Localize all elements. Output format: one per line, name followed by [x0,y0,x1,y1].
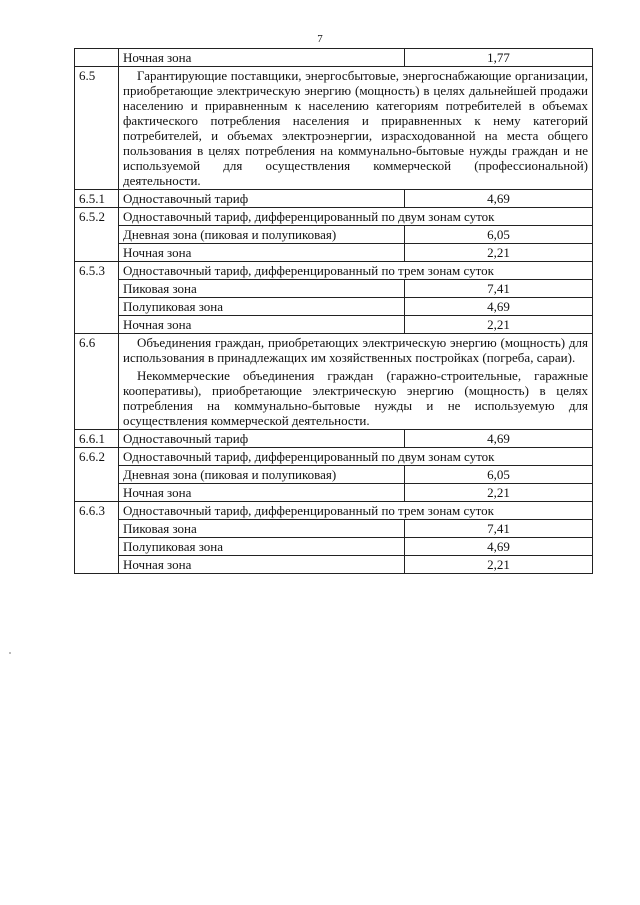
section-text: Объединения граждан, приобретающих электрическую энергию (мощность) для использования в принадлежащих им хозяйственных постройках (погреба, сараи). [123,335,588,365]
table-row [75,316,593,334]
row-number: 6.5.1 [75,190,119,208]
table-row [75,262,593,280]
table-row [75,466,593,484]
row-label: Ночная зона [119,244,405,262]
table-row [75,448,593,466]
table-row [75,190,593,208]
row-value: 4,69 [405,430,593,448]
table-row [75,430,593,448]
row-value: 2,21 [405,484,593,502]
section-number: 6.5 [75,67,119,190]
table-row [75,538,593,556]
row-number: 6.6.3 [75,502,119,574]
row-value: 6,05 [405,226,593,244]
tariff-table [74,48,593,574]
table-row [75,226,593,244]
row-label: Одноставочный тариф, дифференцированный по двум зонам суток [119,448,593,466]
row-value: 7,41 [405,520,593,538]
row-label: Одноставочный тариф, дифференцированный по трем зонам суток [119,262,593,280]
row-label: Полупиковая зона [119,298,405,316]
row-label: Одноставочный тариф, дифференцированный по двум зонам суток [119,208,593,226]
row-number: 6.5.2 [75,208,119,262]
table-row [75,49,593,67]
scan-speck [9,652,11,654]
table-row [75,208,593,226]
row-label: Пиковая зона [119,280,405,298]
table-row [75,556,593,574]
row-number: 6.5.3 [75,262,119,334]
row-value: 1,77 [405,49,593,67]
row-label: Пиковая зона [119,520,405,538]
section-text: Некоммерческие объединения граждан (гаражно-строительные, гаражные кооперативы), приобретающие электрическую энергию (мощность) в целях потребления на коммунально-бытовые нужды и не используемую для осуществления коммерческой деятельности. [123,368,588,428]
row-label: Одноставочный тариф, дифференцированный по трем зонам суток [119,502,593,520]
row-value: 4,69 [405,538,593,556]
row-label: Ночная зона [119,484,405,502]
row-number: 6.6.1 [75,430,119,448]
row-label: Дневная зона (пиковая и полупиковая) [119,466,405,484]
table-row [75,298,593,316]
table-row [75,484,593,502]
row-value: 2,21 [405,316,593,334]
table-row [75,244,593,262]
section-number: 6.6 [75,334,119,430]
row-label: Ночная зона [119,49,405,67]
row-number: 6.6.2 [75,448,119,502]
table-row [75,520,593,538]
row-value: 6,05 [405,466,593,484]
row-label: Одноставочный тариф [119,430,405,448]
row-label: Ночная зона [119,316,405,334]
row-label: Одноставочный тариф [119,190,405,208]
section-text: Гарантирующие поставщики, энергосбытовые, энергоснабжающие организации, приобретающие электрическую энергию (мощность) в целях дальнейшей продажи населению и приравненным к населению категориям потребителей в объемах фактического потребления населения и приравненных к нему категорий потребителей, и объемах электроэнергии, израсходованной на места общего пользования в целях потребления на коммунально-бытовые нужды граждан и не используемой для осуществления коммерческой (профессиональной) деятельности. [123,68,588,188]
row-label: Ночная зона [119,556,405,574]
section-row [75,334,593,430]
table-row [75,280,593,298]
row-value: 7,41 [405,280,593,298]
row-value: 2,21 [405,244,593,262]
section-row [75,67,593,190]
row-label: Дневная зона (пиковая и полупиковая) [119,226,405,244]
page-number: 7 [317,33,323,45]
row-value: 4,69 [405,298,593,316]
row-value: 4,69 [405,190,593,208]
row-value: 2,21 [405,556,593,574]
row-label: Полупиковая зона [119,538,405,556]
table-row [75,502,593,520]
